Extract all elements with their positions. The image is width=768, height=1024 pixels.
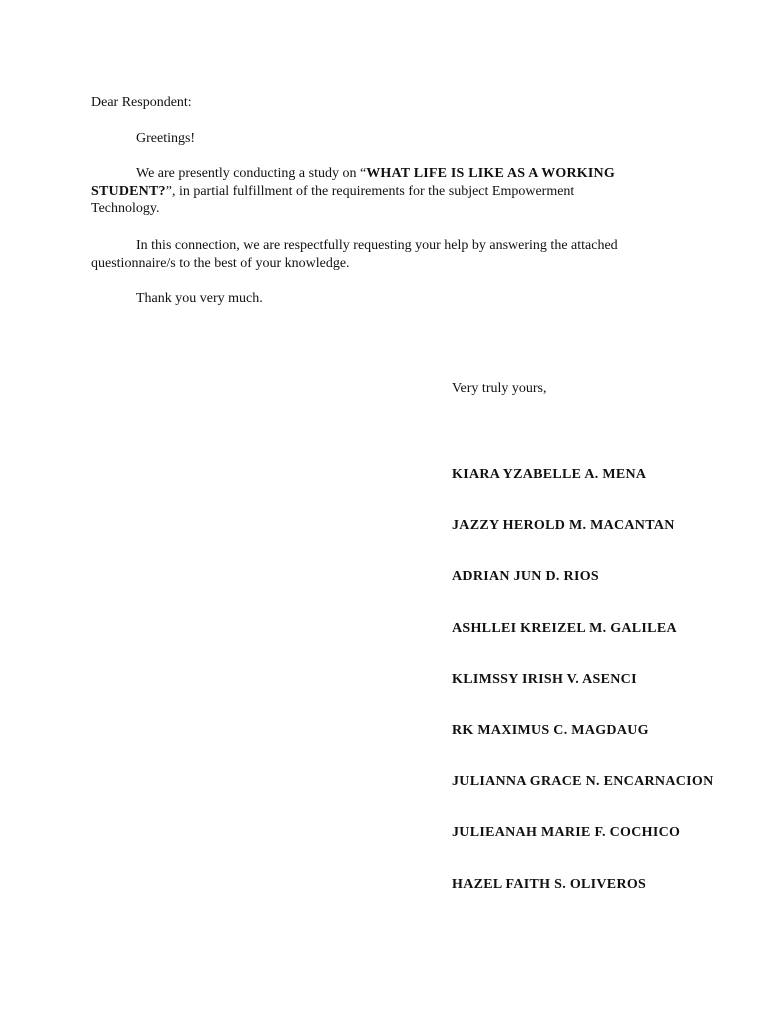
signatory-name: ADRIAN JUN D. RIOS [452,569,599,585]
closing-line: Very truly yours, [452,381,547,396]
signatory-name: KIARA YZABELLE A. MENA [452,467,647,482]
salutation: Dear Respondent: [91,95,192,110]
signatory-list [452,466,752,927]
signatory-name: JULIEANAH MARIE F. COCHICO [452,825,681,841]
study-title-line-2: STUDENT? [91,183,166,199]
study-after-title-text: ”, in partial fulfillment of the requirements for the subject Empowerment [165,183,575,199]
paragraph-study-line-2 [91,183,691,201]
paragraph-request-line-1: In this connection, we are respectfully requesting your help by answering the attached [136,238,618,253]
paragraph-study [91,165,691,218]
paragraph-study-line-1 [91,165,691,183]
signatory-name: KLIMSSY IRISH V. ASENCI [452,671,637,687]
greeting: Greetings! [136,131,196,146]
paragraph-request-line-2: questionnaire/s to the best of your knowledge. [91,255,350,271]
signatory-name: ASHLLEI KREIZEL M. GALILEA [452,620,677,636]
paragraph-study-line-3: Technology. [91,201,160,216]
signatory-name: HAZEL FAITH S. OLIVEROS [452,876,647,892]
study-title-line-1: WHAT LIFE IS LIKE AS A WORKING [366,166,615,181]
signatory-name: RK MAXIMUS C. MAGDAUG [452,722,649,738]
signatory-name: JAZZY HEROLD M. MACANTAN [452,518,675,534]
signatory-name: JULIANNA GRACE N. ENCARNACION [452,774,714,790]
thanks-line: Thank you very much. [136,291,263,306]
paragraph-request [91,237,691,272]
study-lead-text: We are presently conducting a study on “ [136,166,367,181]
